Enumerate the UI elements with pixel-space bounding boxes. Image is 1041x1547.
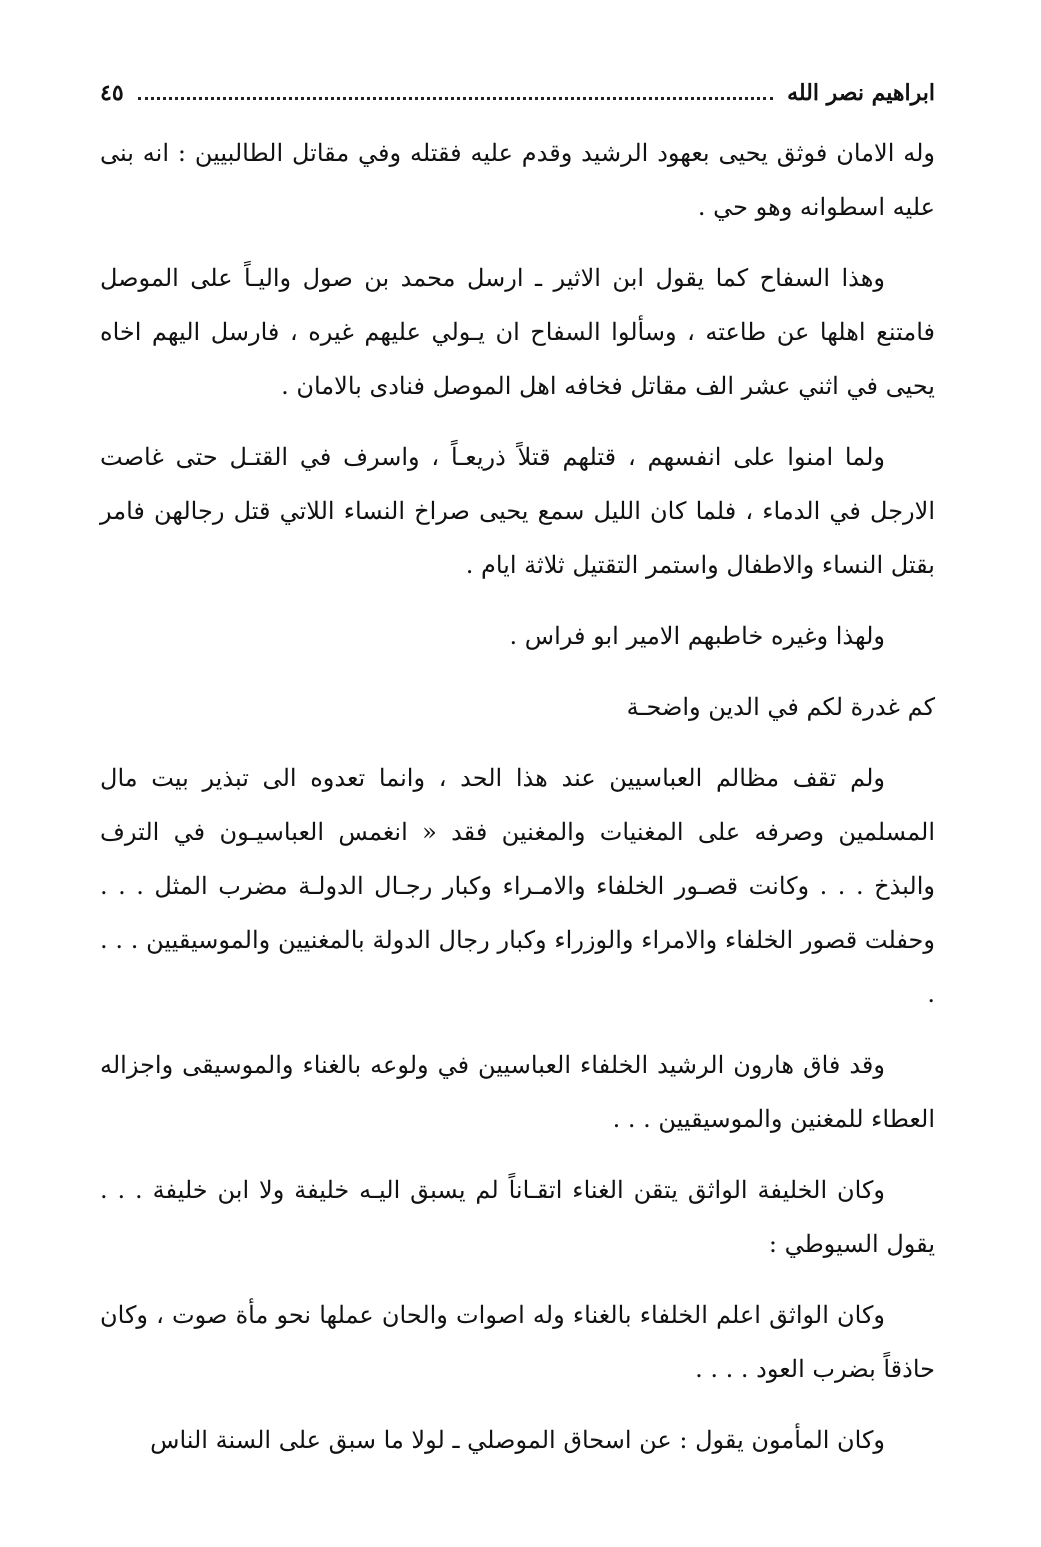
- paragraph-3: ولما امنوا على انفسهم ، قتلهم قتلاً ذريعـاً ، واسرف في القتـل حتى غاصت الارجل في الدماء ، فلما كان الليل سمع يحيى صراخ النساء اللاتي قتل رجالهن فامر بقتل النساء والاطفال واستمر التقتيل ثلاثة ايام .: [100, 443, 935, 579]
- page-header: [100, 80, 935, 120]
- paragraph-6: وقد فاق هارون الرشيد الخلفاء العباسيين في ولوعه بالغناء والموسيقى واجزاله العطاء للمغنين والموسيقيين . . .: [100, 1051, 935, 1133]
- paragraph-9: وكان المأمون يقول : عن اسحاق الموصلي ـ لولا ما سبق على السنة الناس: [150, 1426, 885, 1454]
- page-number: ٤٥: [100, 80, 124, 106]
- paragraph-5: ولم تقف مظالم العباسيين عند هذا الحد ، وانما تعدوه الى تبذير بيت مال المسلمين وصرفه على المغنيات والمغنين فقد « انغمس العباسيـون في الترف والبذخ . . . وكانت قصـور الخلفاء والامـراء وكبار رجـال الدولـة مضرب المثل . . . وحفلت قصور الخلفاء والامراء والوزراء وكبار رجال الدولة بالمغنيين والموسيقيين . . . .: [100, 764, 935, 1008]
- dotted-leader: [138, 97, 773, 100]
- paragraph-2: وهذا السفاح كما يقول ابن الاثير ـ ارسل محمد بن صول واليـاً على الموصل فامتنع اهلها عن طاعته ، وسألوا السفاح ان يـولي عليهم غيره ، فارسل اليهم اخاه يحيى في اثني عشر الف مقاتل فخافه اهل الموصل فنادى بالامان .: [100, 264, 935, 400]
- running-head-author: ابراهيم نصر الله: [787, 80, 935, 106]
- book-page: [100, 80, 935, 1484]
- verse-line: كم غدرة لكم في الدين واضحـة: [626, 693, 935, 721]
- paragraph-7: وكان الخليفة الواثق يتقن الغناء اتقـاناً لم يسبق اليـه خليفة ولا ابن خليفة . . . يقول السيوطي :: [100, 1176, 935, 1258]
- paragraph-4: ولهذا وغيره خاطبهم الامير ابو فراس .: [509, 622, 885, 650]
- paragraph-1: وله الامان فوثق يحيى بعهود الرشيد وقدم عليه فقتله وفي مقاتل الطالبيين : انه بنى عليه اسطوانه وهو حي .: [100, 139, 935, 221]
- paragraph-8: وكان الواثق اعلم الخلفاء بالغناء وله اصوات والحان عملها نحو مأة صوت ، وكان حاذقاً بضرب العود . . . .: [100, 1301, 935, 1383]
